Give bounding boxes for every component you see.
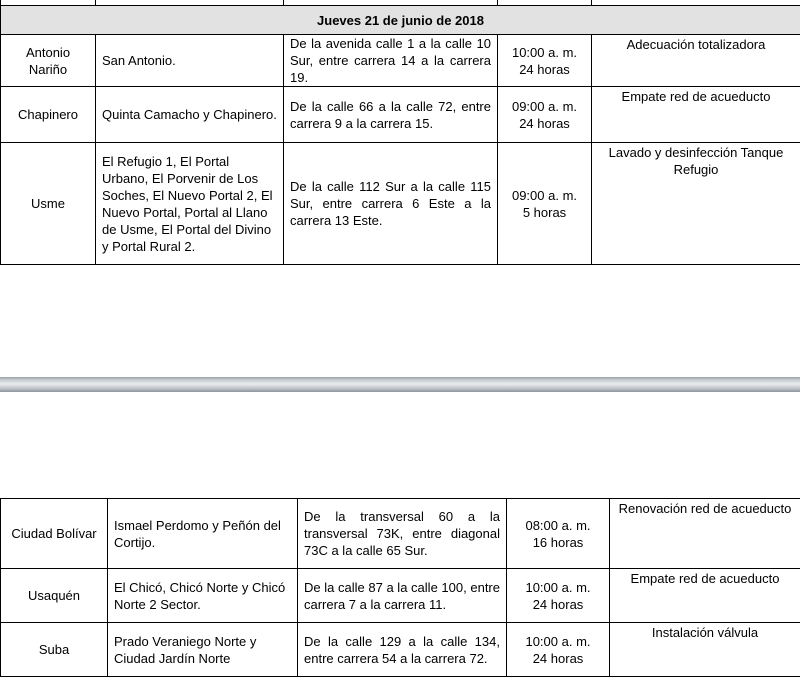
sector-cell: De la transversal 60 a la transversal 73K, entre diagonal 73C a la calle 65 Sur.	[298, 499, 507, 569]
table-row	[1, 87, 800, 143]
localidad-cell: Suba	[1, 623, 108, 677]
duracion-text: 24 horas	[519, 116, 570, 131]
barrios-cell: El Refugio 1, El Portal Urbano, El Porvenir de Los Soches, El Nuevo Portal 2, El Nuevo Portal, Portal al Llano de Usme, El Portal del Divino y Portal Rural 2.	[96, 143, 284, 265]
schedule-table-top	[0, 0, 800, 265]
date-header-row	[1, 6, 800, 35]
duracion-text: 5 horas	[523, 205, 566, 220]
duracion-text: 24 horas	[519, 62, 570, 77]
hora-text: 09:00 a. m.	[512, 99, 577, 114]
localidad-cell: Usme	[1, 143, 96, 265]
localidad-cell: Usaquén	[1, 569, 108, 623]
barrios-cell: Ismael Perdomo y Peñón del Cortijo.	[108, 499, 298, 569]
barrios-cell: El Chicó, Chicó Norte y Chicó Norte 2 Sector.	[108, 569, 298, 623]
sector-cell: De la avenida calle 1 a la calle 10 Sur, entre carrera 14 a la carrera 19.	[284, 35, 498, 87]
page-divider	[0, 377, 800, 392]
barrios-cell: Prado Veraniego Norte y Ciudad Jardín Norte	[108, 623, 298, 677]
trabajo-cell: Adecuación totalizadora	[592, 35, 800, 87]
hora-cell	[498, 143, 592, 265]
trabajo-cell: Renovación red de acueducto	[610, 499, 800, 569]
hora-text: 10:00 a. m.	[512, 45, 577, 60]
duracion-text: 24 horas	[533, 651, 584, 666]
sector-cell: De la calle 66 a la calle 72, entre carrera 9 a la carrera 15.	[284, 87, 498, 143]
table-row	[1, 569, 800, 623]
schedule-table-bottom	[0, 498, 800, 677]
date-header: Jueves 21 de junio de 2018	[1, 6, 800, 35]
sector-cell: De la calle 112 Sur a la calle 115 Sur, entre carrera 6 Este a la carrera 13 Este.	[284, 143, 498, 265]
duracion-text: 24 horas	[533, 597, 584, 612]
hora-cell	[507, 499, 610, 569]
hora-text: 09:00 a. m.	[512, 188, 577, 203]
trabajo-cell: Empate red de acueducto	[610, 569, 800, 623]
hora-cell	[498, 35, 592, 87]
hora-cell	[498, 87, 592, 143]
localidad-cell: Chapinero	[1, 87, 96, 143]
hora-text: 10:00 a. m.	[525, 634, 590, 649]
hora-cell	[507, 623, 610, 677]
trabajo-cell: Lavado y desinfección Tanque Refugio	[592, 143, 800, 265]
barrios-cell: San Antonio.	[96, 35, 284, 87]
hora-text: 10:00 a. m.	[525, 580, 590, 595]
localidad-cell: Ciudad Bolívar	[1, 499, 108, 569]
table-row	[1, 143, 800, 265]
trabajo-cell: Empate red de acueducto	[592, 87, 800, 143]
sector-cell: De la calle 87 a la calle 100, entre carrera 7 a la carrera 11.	[298, 569, 507, 623]
hora-cell	[507, 569, 610, 623]
table-row	[1, 623, 800, 677]
hora-text: 08:00 a. m.	[525, 518, 590, 533]
trabajo-cell: Instalación válvula	[610, 623, 800, 677]
duracion-text: 16 horas	[533, 535, 584, 550]
localidad-cell: Antonio Nariño	[1, 35, 96, 87]
barrios-cell: Quinta Camacho y Chapinero.	[96, 87, 284, 143]
sector-cell: De la calle 129 a la calle 134, entre carrera 54 a la carrera 72.	[298, 623, 507, 677]
table-row	[1, 499, 800, 569]
table-row	[1, 35, 800, 87]
